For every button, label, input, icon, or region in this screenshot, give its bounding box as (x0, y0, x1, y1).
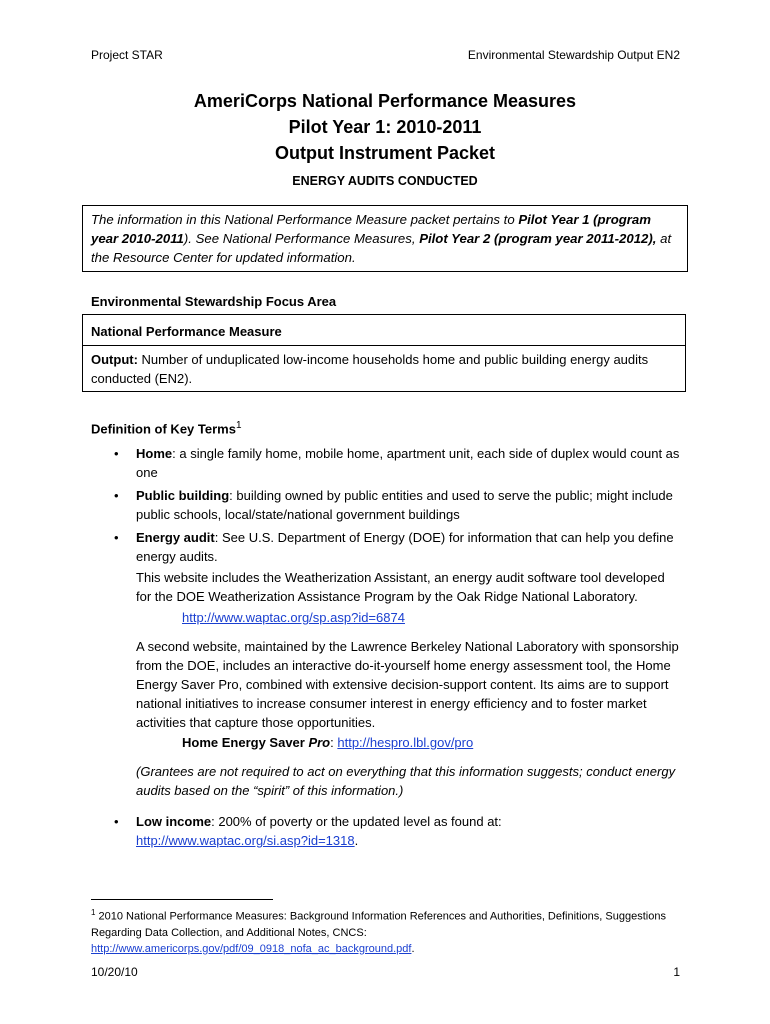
pilot-notice-box (82, 205, 688, 272)
header-project: Project STAR (91, 48, 163, 62)
footer-date: 10/20/10 (91, 965, 138, 979)
term-energy-audit: Energy audit (136, 530, 215, 545)
hes-label: Home Energy Saver Pro (182, 735, 331, 750)
list-item-energy-audit (112, 528, 682, 800)
output-text: Number of unduplicated low-income households home and public building energy audits conducted (EN2). (91, 352, 649, 386)
weatherization-paragraph: This website includes the Weatherization Assistant, an energy audit software tool developed for the DOE Weatherization Assistance Program by the Oak Ridge National Laboratory. (136, 570, 665, 604)
hespro-link[interactable]: http://hespro.lbl.gov/pro (337, 735, 474, 750)
pilot-year-title: Pilot Year 1: 2010-2011 (288, 117, 482, 137)
grantees-note: (Grantees are not required to act on everything that this information suggests; conduct energy audits based on the “spirit” of this information.) (136, 764, 676, 798)
notice-bold-1: Pilot Year 1 (program year 2010-2011 (91, 212, 651, 246)
output-label: Output: (91, 352, 138, 367)
footnote: $^1$ 2010 National Performance Measures: Background Information References and Authorities, Definitions, Suggestions Regarding Data Collection, and Additional Notes, CNCS: http://www.americorps.gov/pdf/09_0918_nofa_ac_background.pdf. (91, 908, 666, 955)
definitions-list (112, 444, 682, 854)
footnote-ref[interactable]: 1 (235, 420, 242, 431)
term-home: Home (136, 446, 173, 461)
notice-text-1: The information in this National Performance Measure packet pertains to (91, 212, 519, 227)
waptac-sp-link[interactable]: http://www.waptac.org/sp.asp?id=6874 (182, 610, 405, 625)
notice-bold-2: Pilot Year 2 (program year 2011-2012), (419, 231, 657, 246)
term-low-income: Low income (136, 814, 212, 829)
def-low-income: : 200% of poverty or the updated level as found at: (211, 814, 502, 829)
measure-table (82, 314, 686, 392)
waptac-si-link[interactable]: http://www.waptac.org/si.asp?id=1318 (136, 833, 355, 848)
page-number: 1 (673, 965, 680, 979)
packet-title: Output Instrument Packet (274, 143, 496, 163)
americorps-background-link[interactable]: http://www.americorps.gov/pdf/09_0918_nofa_ac_background.pdf (91, 942, 412, 955)
notice-text-2: ). See National Performance Measures, (183, 231, 420, 246)
def-public-building: : building owned by public entities and used to serve the public; might include public schools, local/state/national government buildings (136, 488, 673, 522)
bullet-icon: • (114, 814, 119, 829)
definitions-title-text: Definition of Key Terms (91, 421, 236, 437)
home-energy-saver-line: Home Energy Saver Pro: http://hespro.lbl.gov/pro (182, 735, 474, 750)
header-section: Environmental Stewardship Output EN2 (467, 48, 680, 62)
footnote-divider (91, 899, 273, 900)
list-item-low-income: • Low income: 200% of poverty or the updated level as found at: http://www.waptac.org/si.asp?id=1318. (114, 814, 502, 848)
bullet-icon: • (114, 446, 119, 461)
measure-heading: National Performance Measure (83, 315, 685, 346)
list-item-home (112, 444, 682, 482)
lbl-paragraph: A second website, maintained by the Lawrence Berkeley National Laboratory with sponsorship from the DOE, includes an interactive do-it-yourself home energy assessment tool, the Home Energy Saver Pro, combined with extensive decision-support content. Its aims are to support national initiatives to increase consumer interest in energy efficiency and to foster market activities that capture those opportunities. (136, 639, 679, 730)
bullet-icon: • (114, 530, 119, 545)
notice-text-3: at the Resource Center for updated information. (91, 231, 672, 265)
measure-subtitle: ENERGY AUDITS CONDUCTED (292, 174, 478, 188)
focus-area-heading: Environmental Stewardship Focus Area (91, 294, 337, 309)
page-title: AmeriCorps National Performance Measures (193, 91, 577, 111)
def-home: : a single family home, mobile home, apartment unit, each side of duplex would count as one (136, 446, 680, 480)
footnote-text: 2010 National Performance Measures: Background Information References and Authorities, Definitions, Suggestions Regarding Data Collection, and Additional Notes, CNCS: (91, 910, 666, 939)
title-block (0, 88, 770, 188)
measure-output (83, 346, 685, 391)
bullet-icon: • (114, 488, 119, 503)
term-public-building: Public building (136, 488, 230, 503)
list-item-public-building (112, 486, 682, 524)
definitions-heading (91, 420, 242, 436)
def-energy-audit: : See U.S. Department of Energy (DOE) for information that can help you define energy audits. (136, 530, 674, 564)
footnote-number: 1 (91, 908, 96, 917)
